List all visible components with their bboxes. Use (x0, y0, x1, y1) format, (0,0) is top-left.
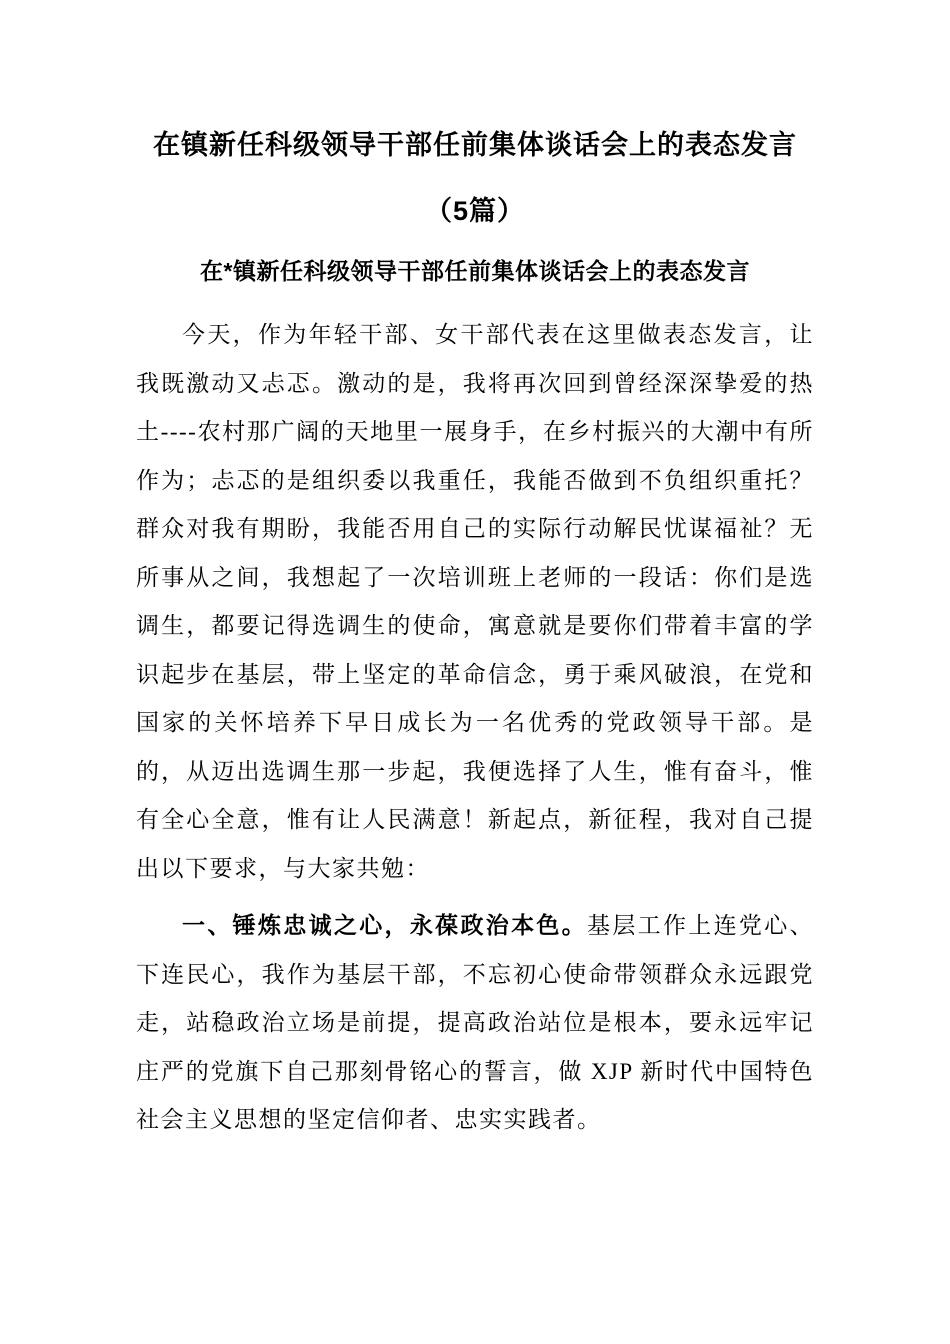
document-title: 在镇新任科级领导干部任前集体谈话会上的表态发言 (153, 130, 797, 160)
document-title-count: （5篇） (424, 196, 526, 226)
paragraph-1-text: 今天，作为年轻干部、女干部代表在这里做表态发言，让我既激动又忐忑。激动的是，我将再次回到曾经深深挚爱的热土----农村那广阔的天地里一展身手，在乡村振兴的大潮中有所作为；忐忑的是组织委以我重任，我能否做到不负组织重托？群众对我有期盼，我能否用自己的实际行动解民忧谋福祉？无所事从之间，我想起了一次培训班上老师的一段话：你们是选调生，都要记得选调生的使命，寓意就是要你们带着丰富的学识起步在基层，带上坚定的革命信念，勇于乘风破浪，在党和国家的关怀培养下早日成长为一名优秀的党政领导干部。是的，从迈出选调生那一步起，我便选择了人生，惟有奋斗，惟有全心全意，惟有让人民满意！新起点，新征程，我对自己提出以下要求，与大家共勉： (136, 322, 814, 881)
document-subtitle: 在*镇新任科级领导干部任前集体谈话会上的表态发言 (200, 258, 750, 284)
paragraph-1 (136, 311, 814, 893)
paragraph-2-text: 基层工作上连党心、下连民心，我作为基层干部，不忘初心使命带领群众永远跟党走，站稳政治立场是前提，提高政治站位是根本，要永远牢记庄严的党旗下自己那刻骨铭心的誓言，做 XJP 新时代中国特色社会主义思想的坚定信仰者、忠实实践者。 (136, 913, 814, 1132)
paragraph-2-lead-bold: 一、锤炼忠诚之心，永葆政治本色。 (182, 913, 587, 938)
document-body (136, 311, 814, 1145)
paragraph-2 (136, 902, 814, 1145)
